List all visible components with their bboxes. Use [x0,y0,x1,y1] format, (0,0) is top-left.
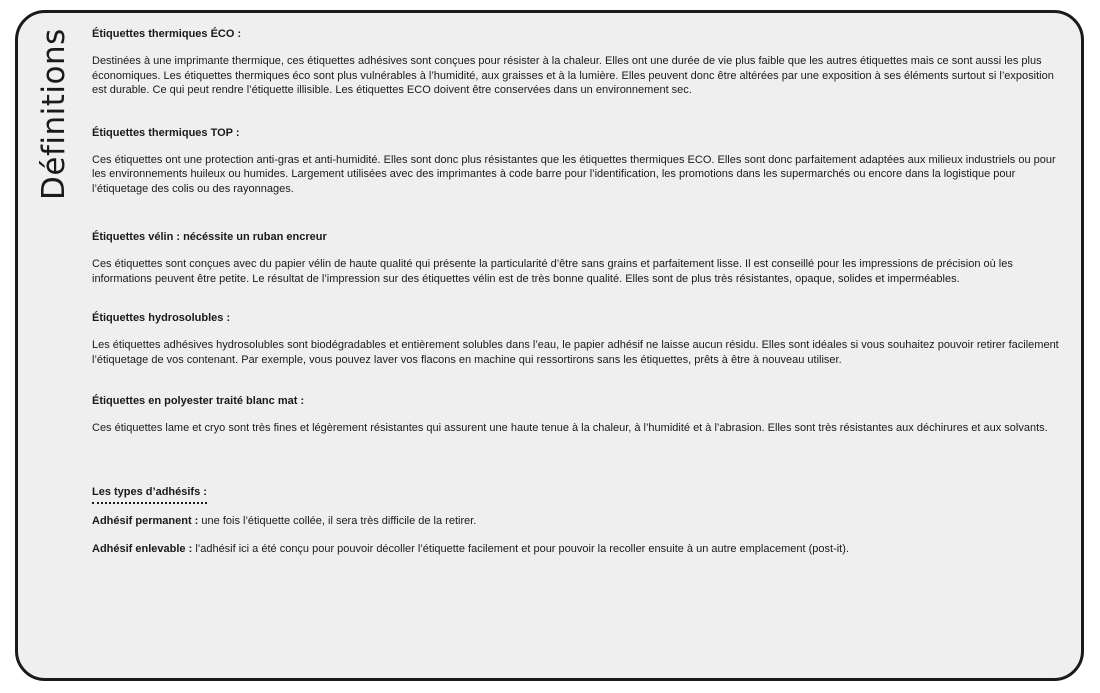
definition-section [92,393,1070,436]
section-text: Destinées à une imprimante thermique, ces étiquettes adhésives sont conçues pour résister à la chaleur. Elles ont une durée de vie plus faible que les autres étiquettes mais ce sont aussi les plus économiques. Les étiquettes thermiques éco sont plus vulnérables à l’humidité, aux graisses et à la lumière. Elles peuvent donc être altérées par une exposition à ses éléments surtout si l’exposition est durable. Ce qui peut rendre l’étiquette illisible. Les étiquettes ECO doivent être conservées dans un environnement sec. [92,55,1054,96]
adhesive-description: l’adhésif ici a été conçu pour pouvoir décoller l’étiquette facilement et pour pouvoir la recoller ensuite à un autre emplacement (post-it). [192,542,849,555]
adhesive-description: une fois l’étiquette collée, il sera très difficile de la retirer. [198,514,477,527]
section-title: Étiquettes en polyester traité blanc mat : [92,395,305,407]
section-title: Étiquettes vélin : nécéssite un ruban encreur [92,231,327,243]
definition-section [92,125,1070,197]
definitions-content [92,26,1070,570]
definition-section [92,229,1070,286]
adhesives-section [92,482,1070,556]
adhesives-title: Les types d’adhésifs : [92,484,207,504]
section-text: Ces étiquettes lame et cryo sont très fines et légèrement résistantes qui assurent une haute tenue à la chaleur, à l’humidité et à l’abrasion. Elles sont très résistantes aux déchirures et aux solvants. [92,422,1048,434]
adhesive-item [92,542,1070,556]
adhesive-item [92,514,1070,528]
section-title: Étiquettes thermiques TOP : [92,126,240,139]
adhesive-term: Adhésif permanent : [92,514,199,527]
definition-section [92,310,1070,367]
section-title: Étiquettes hydrosolubles : [92,312,231,324]
section-text: Ces étiquettes ont une protection anti-gras et anti-humidité. Elles sont donc plus résistantes que les étiquettes thermiques ECO. Elles sont donc parfaitement adaptées aux milieux industriels ou pour les environnements huileux ou humides. Largement utilisées avec des imprimantes à code barre pour l’identification, les promotions dans les supermarchés ou encore dans la logistique pour l’étiquetage des colis ou des rayonnages. [92,153,1056,195]
definition-section [92,26,1070,98]
side-title: Définitions [36,28,72,200]
adhesive-term: Adhésif enlevable : [92,542,193,555]
section-text: Ces étiquettes sont conçues avec du papier vélin de haute qualité qui présente la particularité d’être sans grains et parfaitement lisse. Il est conseillé pour les impressions de précision où les informations peuvent être petite. Le résultat de l’impression sur des étiquettes vélin est de très bonne qualité. Elles sont de plus très résistantes, opaque, solides et imperméables. [92,258,1013,285]
section-title: Étiquettes thermiques ÉCO : [92,28,242,40]
section-text: Les étiquettes adhésives hydrosolubles sont biodégradables et entièrement solubles dans l’eau, le papier adhésif ne laisse aucun résidu. Elles sont idéales si vous souhaitez pouvoir retirer facilement l’étiquetage de vos contenant. Par exemple, vous pouvez laver vos flacons en machine qui ressortirons sans les étiquettes, prêts à être à nouveau utiliser. [92,339,1059,366]
